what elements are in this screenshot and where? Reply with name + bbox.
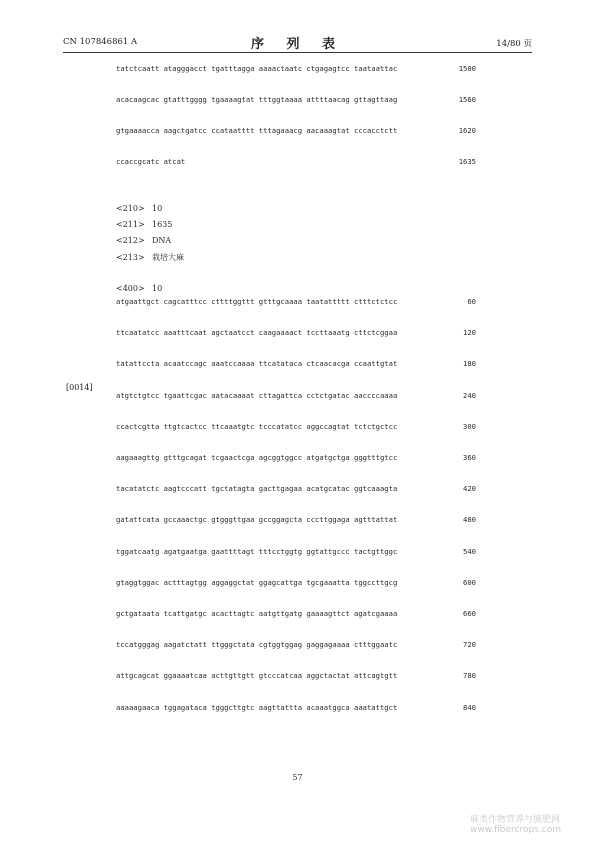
sequence-text: ccaccgcatc atcat	[116, 157, 186, 166]
meta-tag: <213>	[116, 253, 145, 262]
sequence-position: 1620	[458, 126, 476, 135]
sequence-position: 420	[463, 484, 476, 494]
meta-tag: <210>	[116, 204, 145, 213]
sequence-text: tggatcaatg agatgaatga gaattttagt tttcctggtg ggtattgccc tactgttggc	[116, 546, 398, 556]
meta-value: 1635	[152, 220, 173, 229]
sequence-position: 720	[463, 640, 476, 650]
meta-value: 10	[152, 204, 163, 213]
sequence-position: 840	[463, 702, 476, 712]
sequence-position: 1635	[458, 157, 476, 166]
watermark-line-2: www.fibercrops.com	[470, 825, 561, 835]
sequence-text: aagaaagttg gtttgcagat tcgaactcga agcggtggcc atgatgctga gggtttgtcc	[116, 453, 398, 462]
patent-number: CN 107846861 A	[63, 37, 138, 47]
sequence-position: 1500	[458, 64, 476, 73]
sequence-text: tatattccta acaatccagc aaatccaaaa ttcatataca ctcaacacga ccaattgtat	[116, 359, 398, 369]
sequence-position: 180	[463, 359, 476, 369]
meta-tag: <211>	[116, 220, 145, 229]
sequence-text: gtgaaaacca aagctgatcc ccataatttt tttagaaacg aacaaagtat cccacctctt	[116, 126, 398, 135]
sequence-text: aaaaagaaca tggagataca tgggcttgtc aagttattta acaaatggca aaatattgct	[116, 702, 398, 712]
sequence-position: 60	[467, 297, 476, 306]
sequence-text: tatctcaatt atagggacct tgatttagga aaaactaatc ctgagagtcc taataattac	[116, 64, 398, 73]
header-rule	[63, 52, 532, 53]
sequence-text: ttcaatatcc aaatttcaat agctaatcct caagaaaact tccttaaatg cttctcggaa	[116, 328, 398, 338]
meta-line	[116, 236, 171, 245]
sequence-text: ccactcgtta ttgtcactcc ttcaaatgtc tcccatatcc aggccagtat tctctgctcc	[116, 421, 398, 431]
page-label: 14/80 页	[496, 39, 532, 49]
seq-400-line	[116, 284, 162, 293]
meta-line	[116, 252, 184, 263]
sequence-text: attgcagcat ggaaaatcaa acttgttgtt gtcccatcaa aggctactat attcagtgtt	[116, 671, 398, 681]
watermark-line-1: 麻类作物营养与施肥网	[470, 815, 561, 825]
meta-line	[116, 204, 162, 213]
sequence-position: 780	[463, 671, 476, 681]
meta-value: DNA	[152, 236, 172, 245]
sequence-position: 240	[463, 390, 476, 400]
sequence-position: 1560	[458, 95, 476, 104]
page-number: 57	[292, 773, 303, 782]
sequence-text: atgaattgct cagcatttcc cttttggttt gtttgcaaaa taatattttt ctttctctcc	[116, 297, 398, 306]
sequence-text: gatattcata gccaaactgc gtgggttgaa gccggagcta cccttggaga agtttattat	[116, 515, 398, 525]
meta-tag: <212>	[116, 236, 145, 245]
meta-line	[116, 220, 172, 229]
paragraph-label: [0014]	[66, 383, 93, 392]
meta-value: 栽培大麻	[152, 253, 184, 262]
sequence-text: atgtctgtcc tgaattcgac aatacaaaat cttagattca cctctgatac aaccccaaaa	[116, 390, 398, 400]
sequence-text: gctgataata tcattgatgc acacttagtc aatgttgatg gaaaagttct agatcgaaaa	[116, 609, 398, 618]
sequence-position: 120	[463, 328, 476, 338]
sequence-text: tccatgggag aagatctatt ttgggctata cgtggtggag gaggagaaaa ctttggaatc	[116, 640, 398, 650]
sequence-position: 360	[463, 453, 476, 462]
sequence-position: 660	[463, 609, 476, 618]
sequence-position: 540	[463, 546, 476, 556]
sequence-text: gtaggtggac actttagtgg aggaggctat ggagcattga tgcgaaatta tggccttgcg	[116, 577, 398, 587]
sequence-position: 480	[463, 515, 476, 525]
page-title: 序 列 表	[250, 37, 345, 52]
sequence-position: 300	[463, 421, 476, 431]
sequence-position: 600	[463, 577, 476, 587]
seq-400-value: 10	[152, 284, 163, 293]
seq-400-tag: <400>	[116, 284, 145, 293]
sequence-text: acacaagcac gtatttgggg tgaaaagtat tttggtaaaa attttaacag gttagttaag	[116, 95, 398, 104]
sequence-text: tacatatctc aagtcccatt tgctatagta gacttgagaa acatgcatac ggtcaaagta	[116, 484, 398, 494]
